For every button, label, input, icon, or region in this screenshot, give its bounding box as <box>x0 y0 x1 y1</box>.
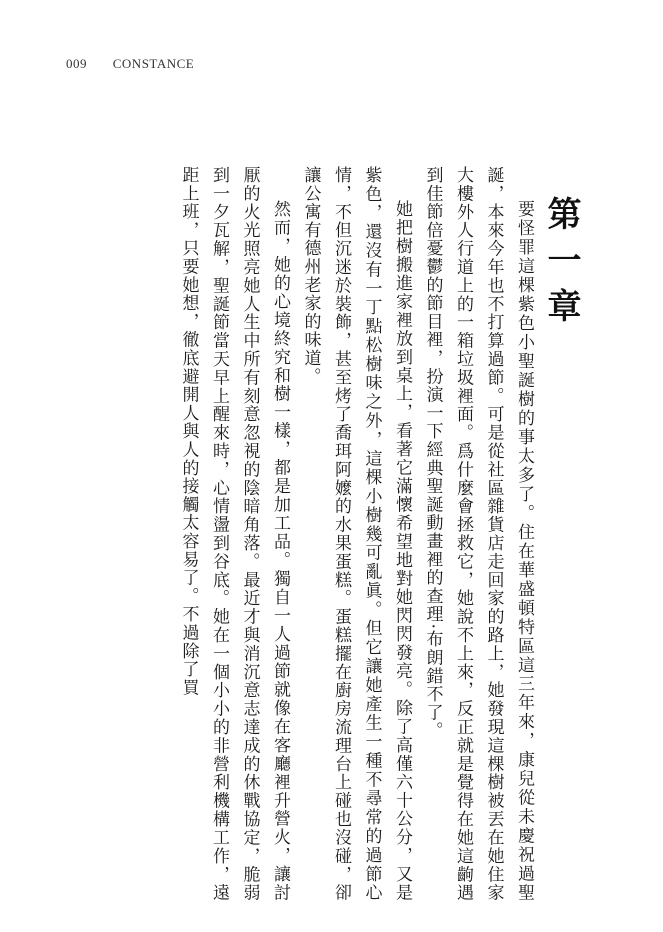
running-header <box>66 56 194 72</box>
paragraph-2: 她把樹搬進家裡放到桌上，看著它滿懷希望地對她閃閃發亮。除了高僅六十公分，又是紫色，還沒有一丁點松樹味之外，這棵小樹幾可亂眞。但它讓她產生一種不尋常的過節心情，不但沉迷於裝飾，甚至烤了喬珥阿嬤的水果蛋糕。蛋糕擺在廚房流理台上碰也沒碰，卻讓公寓有德州老家的味道。 <box>300 166 412 902</box>
chapter-title: 第一章 <box>541 196 581 334</box>
paragraph-1: 要怪罪這棵紫色小聖誕樹的事太多了。住在華盛頓特區這三年來，康兒從未慶祝過聖誕，本來今年也不打算過節。可是從社區雜貨店走回家的路上，她發現這棵樹被丟在她住家大樓外人行道上的一箱垃圾裡面。爲什麼會拯救它，她說不上來，反正就是覺得在她這齣遇到佳節倍憂鬱的節目裡，扮演一下經典聖誕動畫裡的查理·布朗錯不了。 <box>422 166 534 902</box>
body-text <box>173 166 539 902</box>
running-title: CONSTANCE <box>112 56 195 71</box>
paragraph-3: 然而，她的心境終究和樹一樣，都是加工品。獨自一人過節就像在客廳裡升營火，讓討厭的火光照亮她人生中所有刻意忽視的陰暗角落。最近才與消沉意志達成的休戰協定，脆弱到一夕瓦解，聖誕節當天早上醒來時，心情盪到谷底。她在一個小小的非營利機構工作，遠距上班，只要她想，徹底避開人與人的接觸太容易了。不過除了買 <box>178 166 290 902</box>
page-number: 009 <box>66 56 87 71</box>
